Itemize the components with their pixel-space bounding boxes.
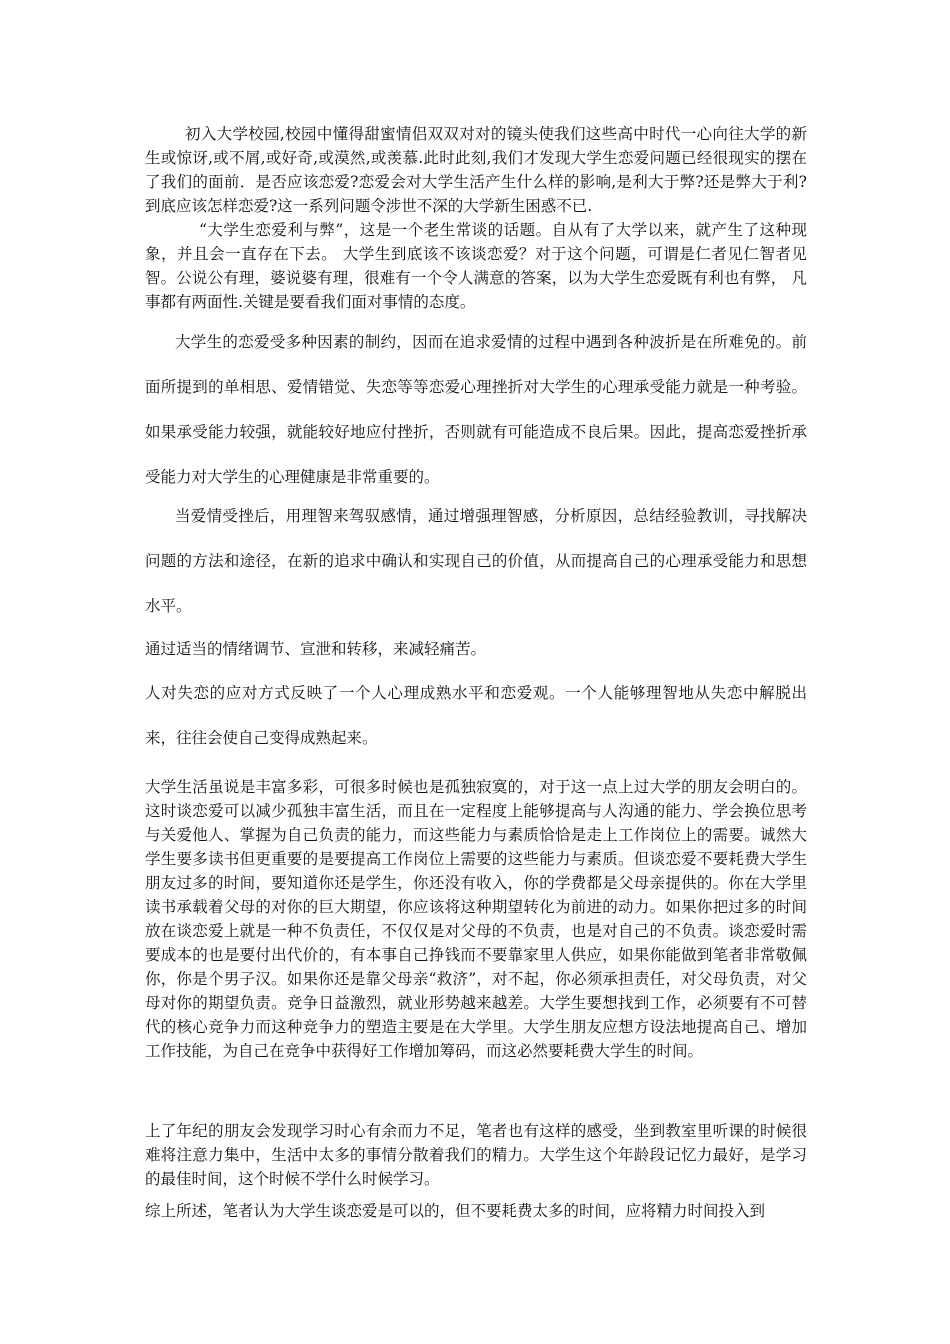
paragraph-emotion: 通过适当的情绪调节、宣泄和转移，来减轻痛苦。 xyxy=(145,640,487,658)
paragraph-college-life: 大学生活虽说是丰富多彩，可很多时候也是孤独寂寞的，对于这一点上过大学的朋友会明白的。这时谈恋爱可以减少孤独丰富生活，而且在一定程度上能够提高与人沟通的能力、学会换位思考与关爱他人、掌握为自己负责的能力，而这些能力与素质恰恰是走上工作岗位上的需要。诚然大学生要多读书但更重要的是要提高工作岗位上需要的这些能力与素质。但谈恋爱不要耗费大学生朋友过多的时间，要知道你还是学生，你还没有收入，你的学费都是父母亲提供的。你在大学里读书承载着父母的对你的巨大期望，你应该将这种期望转化为前进的动力。如果你把过多的时间放在谈恋爱上就是一种不负责任，不仅仅是对父母的不负责，也是对自己的不负责。谈恋爱时需要成本的也是要付出代价的，有本事自己挣钱而不要靠家里人供应，如果你能做到笔者非常敬佩你，你是个男子汉。如果你还是靠父母亲“救济”，对不起，你必须承担责任，对父母负责，对父母对你的期望负责。竞争日益激烈，就业形势越来越差。大学生要想找到工作，必须要有不可替代的核心竞争力而这种竞争力的塑造主要是在大学里。大学生朋友应想方设法地提高自己、增加工作技能，为自己在竞争中获得好工作增加筹码，而这必然要耗费大学生的时间。 xyxy=(145,778,807,1060)
paragraph-frustration: 大学生的恋爱受多种因素的制约，因而在追求爱情的过程中遇到各种波折是在所难免的。前面所提到的单相思、爱情错觉、失恋等等恋爱心理挫折对大学生的心理承受能力就是一种考验。如果承受能力较强，就能较好地应付挫折，否则就有可能造成不良后果。因此，提高恋爱挫折承受能力对大学生的心理健康是非常重要的。 xyxy=(145,333,807,486)
paragraph-intro: 初入大学校园,校园中懂得甜蜜情侣双双对对的镜头使我们这些高中时代一心向往大学的新生或惊讶,或不屑,或好奇,或漠然,或羡慕.此时此刻,我们才发现大学生恋爱问题已经很现实的摆在了我们的面前．是否应该恋爱?恋爱会对大学生活产生什么样的影响,是利大于弊?还是弊大于利?到底应该怎样恋爱?这一系列问题令涉世不深的大学新生困惑不已. xyxy=(145,125,807,215)
paragraph-study-time: 上了年纪的朋友会发现学习时心有余而力不足，笔者也有这样的感受，坐到教室里听课的时候很难将注意力集中，生活中太多的事情分散着我们的精力。大学生这个年龄段记忆力最好，是学习的最佳时间，这个时候不学什么时候学习。 xyxy=(145,1122,807,1188)
paragraph-maturity: 人对失恋的应对方式反映了一个人心理成熟水平和恋爱观。一个人能够理智地从失恋中解脱出来，往往会使自己变得成熟起来。 xyxy=(145,684,807,747)
paragraph-reason: 当爱情受挫后，用理智来驾驭感情，通过增强理智感，分析原因，总结经验教训，寻找解决问题的方法和途径，在新的追求中确认和实现自己的价值，从而提高自己的心理承受能力和思想水平。 xyxy=(145,507,807,615)
paragraph-pros-cons: “大学生恋爱利与弊”，这是一个老生常谈的话题。自从有了大学以来，就产生了这种现象，并且会一直存在下去。 大学生到底该不该谈恋爱？对于这个问题，可谓是仁者见仁智者见智。公说公有理，婆说婆有理，很难有一个令人满意的答案，以为大学生恋爱既有利也有弊， 凡事都有两面性.关键是要看我们面对事情的态度。 xyxy=(145,221,807,311)
paragraph-conclusion: 综上所述，笔者认为大学生谈恋爱是可以的，但不要耗费太多的时间，应将精力时间投入到 xyxy=(145,1202,766,1220)
